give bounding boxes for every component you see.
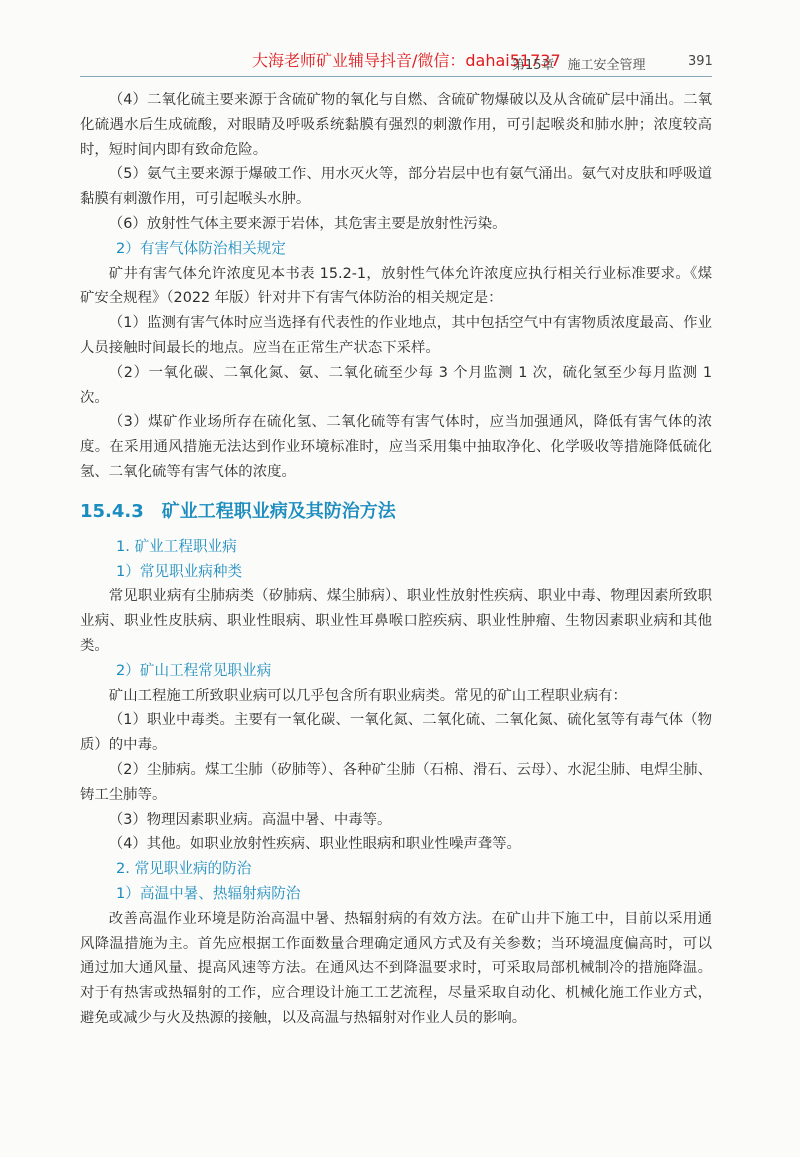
section-title: 矿业工程职业病及其防治方法 xyxy=(161,500,396,522)
paragraph: 改善高温作业环境是防治高温中暑、热辐射病的有效方法。在矿山井下施工中，目前以采用通风降温措施为主。首先应根据工作面数量合理确定通风方式及有关参数；当环境温度偏高时，可以通过加大通风量、提高风速等方法。在通风达不到降温要求时，可采取局部机械制冷的措施降温。对于有热害或热辐射的工作，应合理设计施工工艺流程，尽量采取自动化、机械化施工作业方式，避免或减少与火及热源的接触，以及高温与热辐射对作业人员的影响。 xyxy=(80,910,712,1026)
paragraph: （4）其他。如职业放射性疾病、职业性眼病和职业性噪声聋等。 xyxy=(108,836,521,853)
paragraph: （5）氨气主要来源于爆破工作、用水灭火等，部分岩层中也有氨气涌出。氨气对皮肤和呼吸道黏膜有刺激作用，可引起喉头水肿。 xyxy=(80,166,712,208)
paragraph: （6）放射性气体主要来源于岩体，其危害主要是放射性污染。 xyxy=(108,215,507,232)
subheading: 2. 常见职业病的防治 xyxy=(116,860,252,878)
subheading: 2）有害气体防治相关规定 xyxy=(116,239,286,257)
subheading: 1. 矿业工程职业病 xyxy=(116,537,237,555)
section-heading xyxy=(80,499,712,525)
chapter-title: 第15章 施工安全管理 xyxy=(512,58,646,73)
page-body xyxy=(80,88,712,1031)
page-header xyxy=(0,48,800,78)
watermark-text: 大海老师矿业辅导抖音/微信：dahai51737 xyxy=(252,51,561,70)
subheading: 2）矿山工程常见职业病 xyxy=(116,661,272,679)
paragraph: 常见职业病有尘肺病类（矽肺病、煤尘肺病）、职业性放射性疾病、职业中毒、物理因素所致职业病、职业性皮肤病、职业性眼病、职业性耳鼻喉口腔疾病、职业性肿瘤、生物因素职业病和其他类。 xyxy=(80,588,712,654)
paragraph: （1）监测有害气体时应当选择有代表性的作业地点，其中包括空气中有害物质浓度最高、作业人员接触时间最长的地点。应当在正常生产状态下采样。 xyxy=(80,315,712,356)
section-number: 15.4.3 xyxy=(80,500,144,522)
paragraph: （3）煤矿作业场所存在硫化氢、二氧化硫等有害气体时，应当加强通风，降低有害气体的浓度。在采用通风措施无法达到作业环境标准时，应当采用集中抽取净化、化学吸收等措施降低硫化氢、二氧化硫等有害气体的浓度。 xyxy=(80,414,712,480)
page-number: 391 xyxy=(688,54,713,69)
subheading: 1）常见职业病种类 xyxy=(116,562,243,580)
paragraph: 矿井有害气体允许浓度见本书表 15.2-1，放射性气体允许浓度应执行相关行业标准要求。《煤矿安全规程》（2022 年版）针对井下有害气体防治的相关规定是： xyxy=(80,265,712,307)
header-rule xyxy=(80,76,712,77)
paragraph: （4）二氧化硫主要来源于含硫矿物的氧化与自燃、含硫矿物爆破以及从含硫矿层中涌出。二氧化硫遇水后生成硫酸，对眼睛及呼吸系统黏膜有强烈的刺激作用，可引起喉炎和肺水肿；浓度较高时，短时间内即有致命危险。 xyxy=(80,92,712,158)
paragraph: 矿山工程施工所致职业病可以几乎包含所有职业病类。常见的矿山工程职业病有： xyxy=(108,687,627,704)
subheading: 1）高温中暑、热辐射病防治 xyxy=(116,884,301,902)
paragraph: （1）职业中毒类。主要有一氧化碳、一氧化氮、二氧化硫、二氧化氮、硫化氢等有毒气体（物质）的中毒。 xyxy=(80,712,712,754)
paragraph: （2）尘肺病。煤工尘肺（矽肺等）、各种矿尘肺（石棉、滑石、云母）、水泥尘肺、电焊尘肺、铸工尘肺等。 xyxy=(80,761,712,803)
paragraph: （3）物理因素职业病。高温中暑、中毒等。 xyxy=(108,811,392,828)
paragraph: （2）一氧化碳、二氧化氮、氨、二氧化硫至少每 3 个月监测 1 次，硫化氢至少每月监测 1 次。 xyxy=(80,364,712,406)
